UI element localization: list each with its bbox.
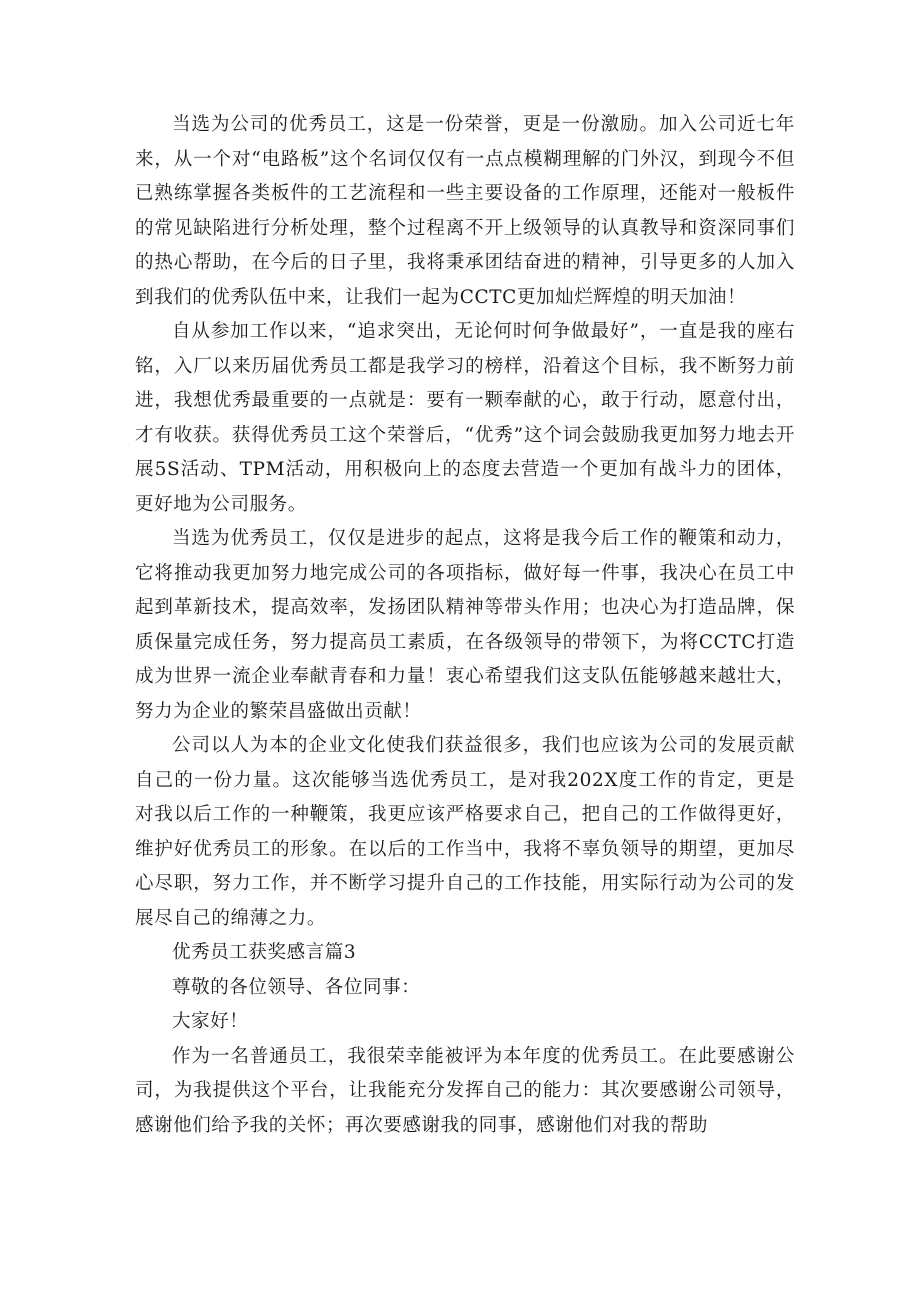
paragraph-3: 当选为优秀员工，仅仅是进步的起点，这将是我今后工作的鞭策和动力，它将推动我更加努力地完成公司的各项指标，做好每一件事，我决心在员工中起到革新技术，提高效率，发扬团队精神等带头作用；也决心为打造品牌，保质保量完成任务，努力提高员工素质，在各级领导的带领下，为将CCTC打造成为世界一流企业奉献青春和力量！衷心希望我们这支队伍能够越来越壮大，努力为企业的繁荣昌盛做出贡献！	[135, 528, 795, 722]
paragraph-1: 当选为公司的优秀员工，这是一份荣誉，更是一份激励。加入公司近七年来，从一个对“电路板”这个名词仅仅有一点点模糊理解的门外汉，到现今不但已熟练掌握各类板件的工艺流程和一些主要设备的工作原理，还能对一般板件的常见缺陷进行分析处理，整个过程离不开上级领导的认真教导和资深同事们的热心帮助，在今后的日子里，我将秉承团结奋进的精神，引导更多的人加入到我们的优秀队伍中来，让我们一起为CCTC更加灿烂辉煌的明天加油！	[135, 114, 795, 308]
paragraph-4: 公司以人为本的企业文化使我们获益很多，我们也应该为公司的发展贡献自己的一份力量。这次能够当选优秀员工，是对我202X度工作的肯定，更是对我以后工作的一种鞭策，我更应该严格要求自己，把自己的工作做得更好，维护好优秀员工的形象。在以后的工作当中，我将不辜负领导的期望，更加尽心尽职，努力工作，并不断学习提升自己的工作技能，用实际行动为公司的发展尽自己的绵薄之力。	[135, 735, 795, 929]
salutation: 尊敬的各位领导、各位同事：	[172, 976, 421, 998]
paragraph-2: 自从参加工作以来，“追求突出，无论何时何争做最好”，一直是我的座右铭，入厂以来历届优秀员工都是我学习的榜样，沿着这个目标，我不断努力前进，我想优秀最重要的一点就是：要有一颗奉献的心，敢于行动，愿意付出，才有收获。获得优秀员工这个荣誉后，“优秀”这个词会鼓励我更加努力地去开展5S活动、TPM活动，用积极向上的态度去营造一个更加有战斗力的团体，更好地为公司服务。	[135, 321, 795, 515]
greeting: 大家好！	[172, 1011, 249, 1032]
paragraph-5: 作为一名普通员工，我很荣幸能被评为本年度的优秀员工。在此要感谢公司，为我提供这个平台，让我能充分发挥自己的能力：其次要感谢公司领导，感谢他们给予我的关怀；再次要感谢我的同事，感谢他们对我的帮助	[135, 1045, 795, 1136]
section-heading: 优秀员工获奖感言篇3	[172, 942, 357, 963]
document-page	[135, 108, 795, 1143]
